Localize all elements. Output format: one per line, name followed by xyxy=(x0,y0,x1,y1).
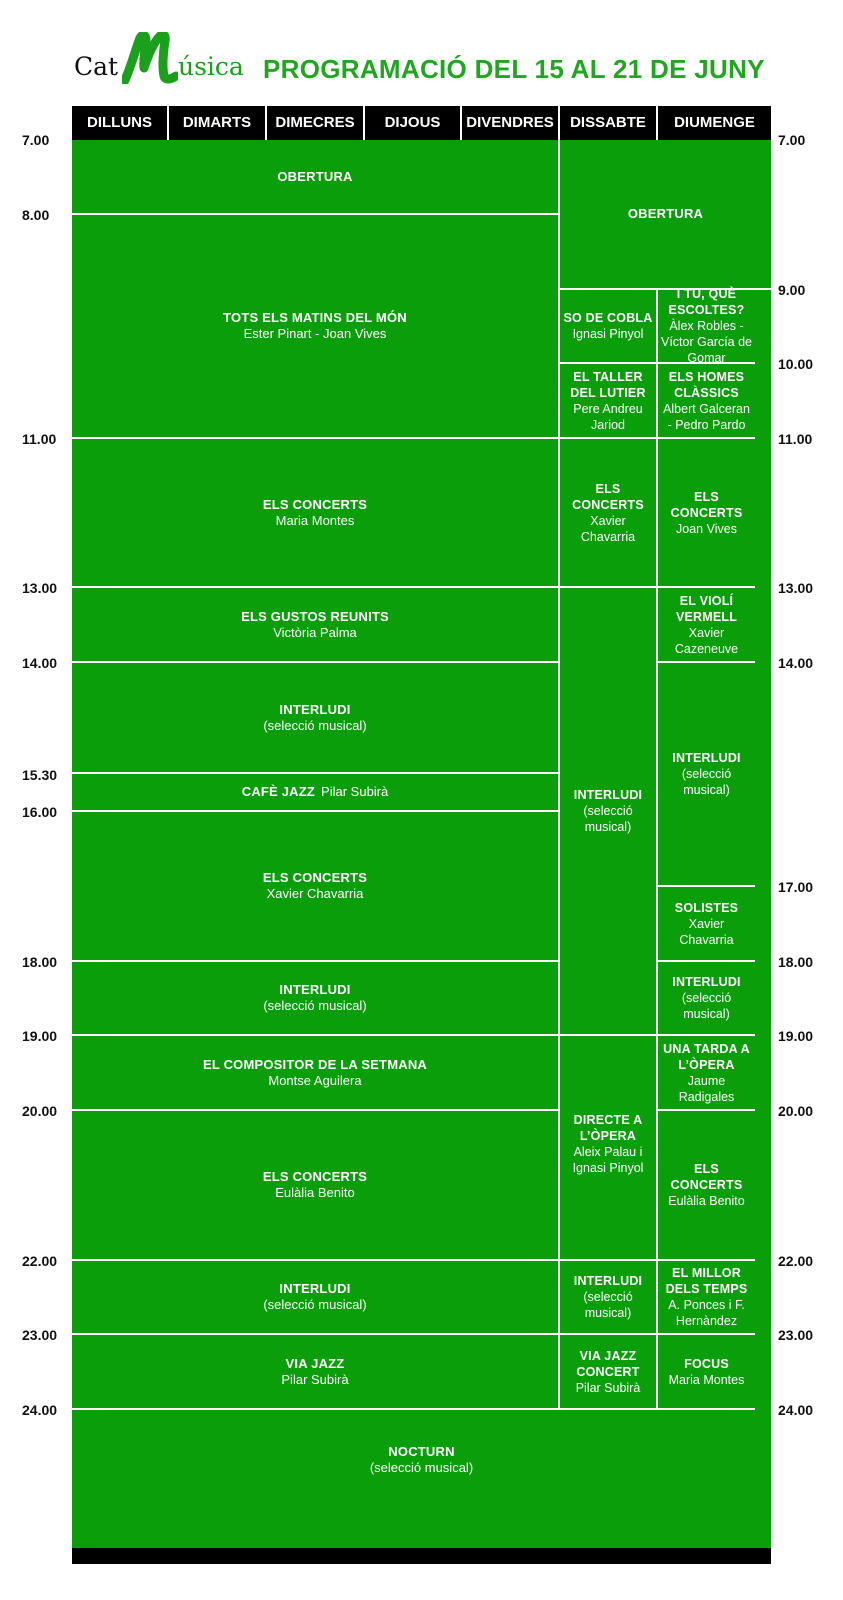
program-title: SOLISTES xyxy=(674,900,739,915)
time-label: 11.00 xyxy=(22,431,57,447)
program-host: Montse Aguilera xyxy=(268,1072,362,1088)
program-block xyxy=(72,140,560,215)
time-label: 19.00 xyxy=(22,1028,58,1044)
program-title: EL VIOLÍ VERMELL xyxy=(675,593,738,624)
program-title: INTERLUDI xyxy=(672,975,741,989)
program-host: Eulàlia Benito xyxy=(668,1194,745,1208)
program-title: NOCTURN xyxy=(388,1444,455,1459)
program-block xyxy=(658,287,755,365)
program-host: (selecció musical) xyxy=(369,1460,474,1475)
time-label: 20.00 xyxy=(778,1103,814,1119)
program-title: INTERLUDI xyxy=(279,701,351,717)
program-title: ELS CONCERTS xyxy=(262,1169,368,1184)
program-title: OBERTURA xyxy=(277,168,353,184)
program-title: ELS GUSTOS REUNITS xyxy=(241,608,389,624)
time-label: 18.00 xyxy=(22,954,58,970)
program-title: EL COMPOSITOR DE LA SETMANA xyxy=(202,1056,427,1072)
time-label: 7.00 xyxy=(778,132,806,148)
footer-bar xyxy=(72,1548,771,1564)
program-block xyxy=(72,215,560,439)
time-label: 13.00 xyxy=(22,580,58,596)
day-header-dimarts: DIMARTS xyxy=(169,106,267,140)
program-block xyxy=(72,663,560,774)
program-block xyxy=(658,887,755,962)
program-title: OBERTURA xyxy=(627,206,704,221)
program-host: Àlex Robles - Víctor García de Gomar xyxy=(661,319,753,365)
program-host: Xavier Chavarria xyxy=(580,513,636,544)
time-label: 14.00 xyxy=(778,655,814,671)
program-title: INTERLUDI xyxy=(279,982,351,997)
program-block xyxy=(72,1111,560,1261)
program-title: DIRECTE A L’ÒPERA xyxy=(573,1113,643,1143)
day-header-diumenge: DIUMENGE xyxy=(674,114,755,131)
program-block xyxy=(560,364,658,439)
day-header-dissabte: DISSABTE xyxy=(560,106,658,140)
time-label: 19.00 xyxy=(778,1028,814,1044)
program-title: ELS CONCERTS xyxy=(670,1162,743,1192)
program-title: INTERLUDI xyxy=(672,751,741,765)
day-header-dijous: DIJOUS xyxy=(365,106,462,140)
program-title: EL TALLER DEL LUTIER xyxy=(570,369,646,400)
time-label: 11.00 xyxy=(778,431,813,447)
program-title: FOCUS xyxy=(684,1356,729,1371)
program-host: (selecció musical) xyxy=(263,1297,367,1312)
program-host: Xavier Chavarria xyxy=(266,886,364,901)
program-host: Maria Montes xyxy=(668,1372,745,1387)
program-host: Joan Vives xyxy=(676,521,737,536)
program-title: ELS CONCERTS xyxy=(572,481,644,512)
time-label: 15.30 xyxy=(22,767,58,783)
time-label: 18.00 xyxy=(778,954,814,970)
time-label: 7.00 xyxy=(22,132,50,148)
days-header xyxy=(72,106,771,140)
program-host: A. Ponces i F. Hernàndez xyxy=(668,1298,745,1328)
time-label: 20.00 xyxy=(22,1103,58,1119)
time-label: 23.00 xyxy=(778,1327,814,1343)
time-label: 17.00 xyxy=(778,879,814,895)
catmusica-logo xyxy=(72,36,252,88)
program-host: Maria Montes xyxy=(275,512,355,528)
program-title: CAFÈ JAZZ xyxy=(241,784,316,799)
program-block xyxy=(658,962,755,1036)
program-block xyxy=(560,290,658,364)
program-host: (selecció musical) xyxy=(263,998,367,1013)
program-host: Jaume Radigales xyxy=(678,1073,735,1104)
time-label: 10.00 xyxy=(778,356,814,372)
program-host: Pere Andreu Jariod xyxy=(573,401,643,432)
time-label: 13.00 xyxy=(778,580,814,596)
program-title: VIA JAZZ CONCERT xyxy=(576,1348,640,1379)
program-block xyxy=(560,1261,658,1335)
program-block xyxy=(658,588,755,663)
program-host: (selecció musical) xyxy=(583,1290,633,1320)
program-host: (selecció musical) xyxy=(681,991,732,1021)
program-host: (selecció musical) xyxy=(583,804,633,834)
day-header-dimecres: DIMECRES xyxy=(267,106,365,140)
program-title: ELS CONCERTS xyxy=(262,496,368,512)
day-header-dilluns: DILLUNS xyxy=(72,106,169,140)
time-label: 14.00 xyxy=(22,655,58,671)
program-title: I TU, QUÈ ESCOLTES? xyxy=(668,287,745,317)
program-title: INTERLUDI xyxy=(279,1281,351,1296)
program-title: ELS CONCERTS xyxy=(670,489,743,520)
program-block xyxy=(658,364,755,439)
time-label: 9.00 xyxy=(778,282,806,298)
time-label: 16.00 xyxy=(22,804,58,820)
program-block xyxy=(658,1111,755,1261)
logo-m-mark xyxy=(122,32,178,84)
program-block xyxy=(560,588,658,1036)
time-label: 23.00 xyxy=(22,1327,58,1343)
program-host: Pilar Subirà xyxy=(321,784,389,799)
program-title: INTERLUDI xyxy=(573,1274,643,1288)
program-title: TOTS ELS MATINS DEL MÓN xyxy=(223,310,407,325)
program-host: (selecció musical) xyxy=(681,767,732,797)
program-host: Albert Galceran - Pedro Pardo xyxy=(663,401,750,432)
schedule-grid xyxy=(72,140,771,1548)
logo-cat-text: Cat xyxy=(74,52,119,81)
day-header-divendres: DIVENDRES xyxy=(462,106,560,140)
program-block xyxy=(72,1036,560,1111)
program-block xyxy=(560,1335,658,1410)
program-block xyxy=(658,1335,755,1410)
program-title: EL MILLOR DELS TEMPS xyxy=(665,1266,748,1296)
program-host: Aleix Palau i Ignasi Pinyol xyxy=(572,1145,644,1175)
program-host: Pilar Subirà xyxy=(281,1371,349,1387)
program-host: Pilar Subirà xyxy=(575,1380,641,1395)
program-title: ELS HOMES CLÀSSICS xyxy=(668,369,745,400)
program-block xyxy=(72,439,560,588)
program-title: ELS CONCERTS xyxy=(262,870,368,885)
program-title: INTERLUDI xyxy=(573,788,643,802)
time-label: 24.00 xyxy=(22,1402,58,1418)
time-label: 22.00 xyxy=(778,1253,814,1269)
program-block xyxy=(560,439,658,588)
program-block xyxy=(72,1410,771,1518)
program-title: SO DE COBLA xyxy=(563,311,653,325)
program-block xyxy=(658,439,755,588)
time-label: 24.00 xyxy=(778,1402,814,1418)
logo-usica-text: úsica xyxy=(178,52,244,81)
program-block xyxy=(72,1261,560,1335)
program-host: Xavier Chavarria xyxy=(679,916,734,947)
time-label: 22.00 xyxy=(22,1253,58,1269)
program-title: UNA TARDA A L’ÒPERA xyxy=(663,1041,750,1072)
program-block xyxy=(72,588,560,663)
program-block xyxy=(658,663,755,887)
program-host: Ignasi Pinyol xyxy=(572,327,644,341)
program-host: (selecció musical) xyxy=(263,717,367,733)
page-title: PROGRAMACIÓ DEL 15 AL 21 DE JUNY xyxy=(263,54,765,84)
program-block xyxy=(658,1261,755,1335)
program-host: Xavier Cazeneuve xyxy=(674,625,739,656)
program-block xyxy=(72,812,560,962)
program-block xyxy=(72,774,560,812)
program-block xyxy=(560,1036,658,1261)
program-block xyxy=(658,1036,755,1111)
program-host: Victòria Palma xyxy=(273,624,357,640)
program-host: Eulàlia Benito xyxy=(275,1185,355,1200)
time-label: 8.00 xyxy=(22,207,50,223)
program-title: VIA JAZZ xyxy=(285,1355,345,1371)
program-block xyxy=(72,962,560,1036)
program-host: Ester Pinart - Joan Vives xyxy=(243,326,387,341)
program-block xyxy=(560,140,771,290)
program-block xyxy=(72,1335,560,1410)
